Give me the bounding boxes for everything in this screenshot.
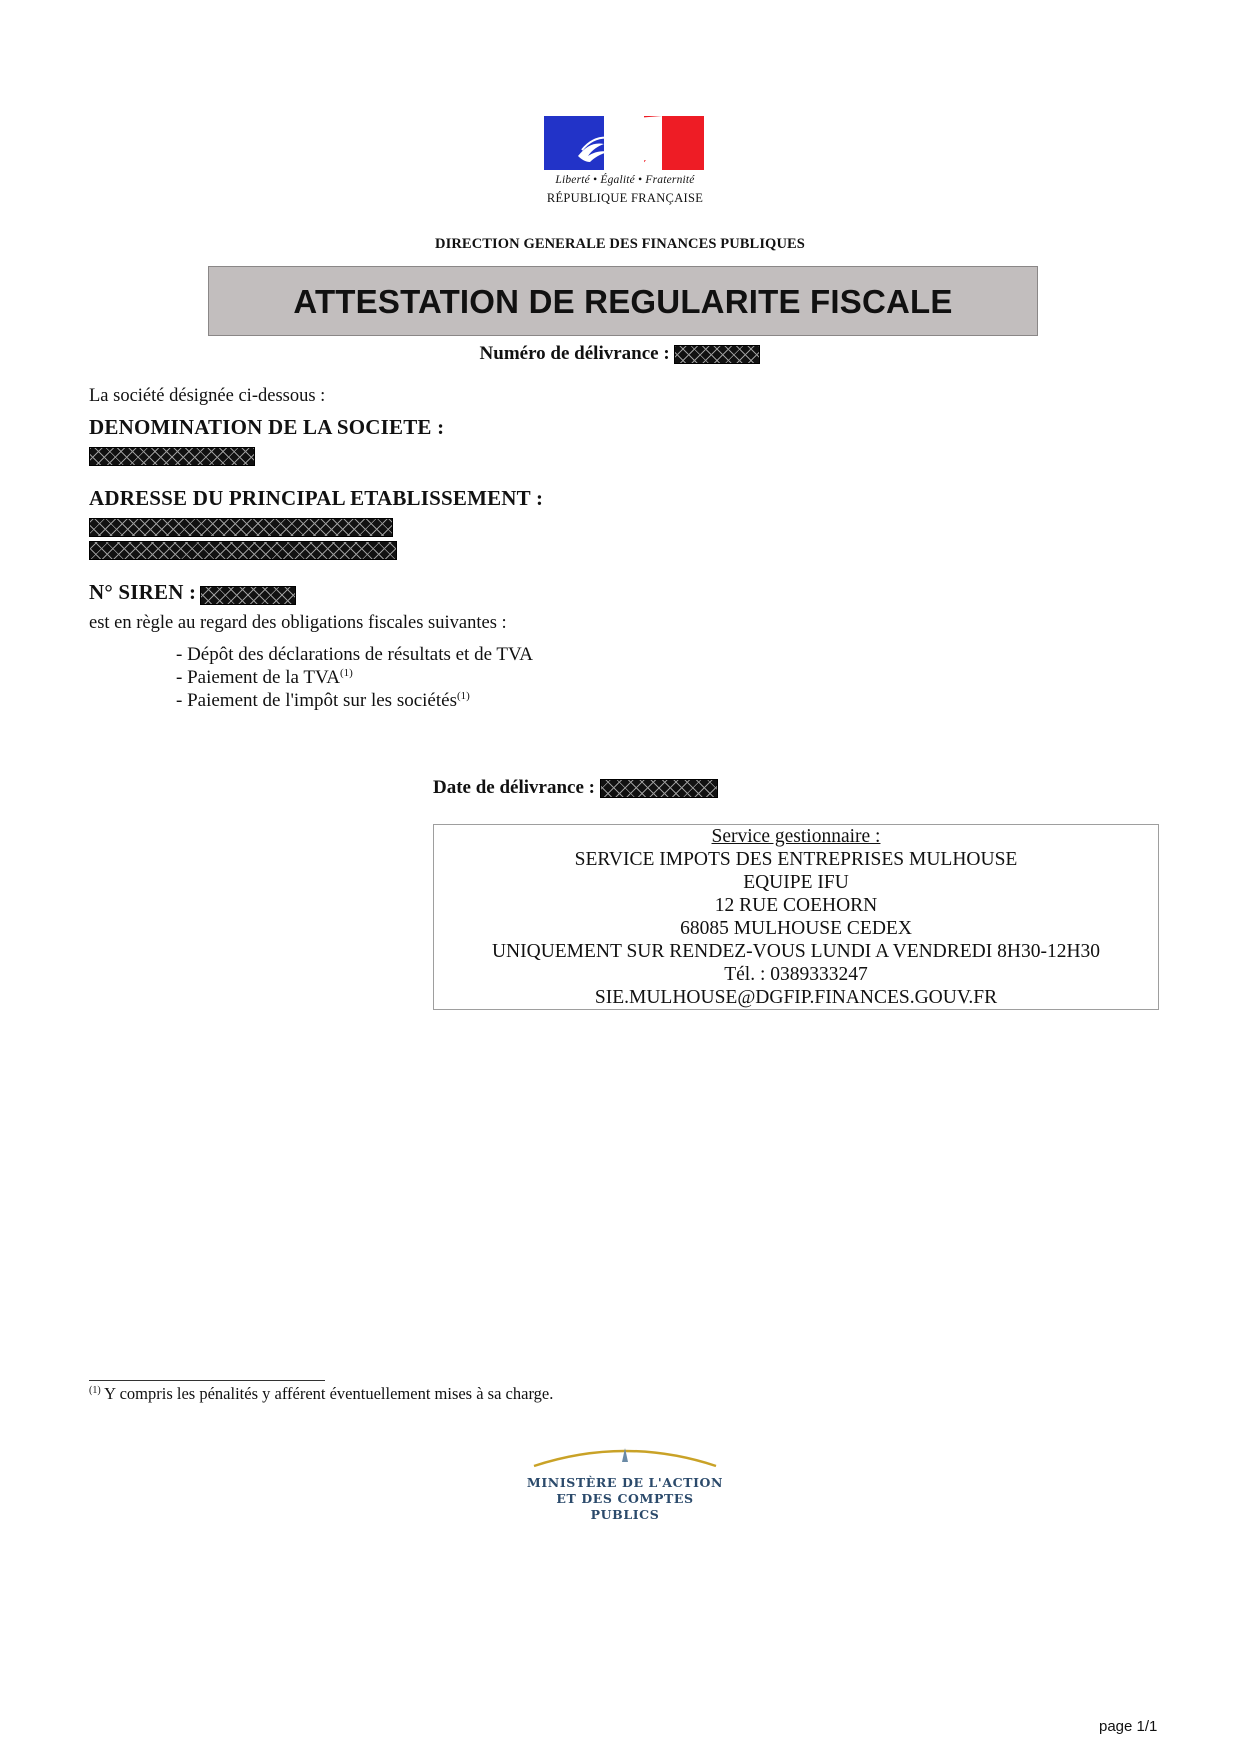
redacted-denomination [89,447,255,466]
intro-text: La société désignée ci-dessous : [89,386,326,406]
footnote-divider [89,1380,325,1381]
title-band [208,266,1038,336]
numero-label: Numéro de délivrance : [479,343,670,364]
list-item: - Paiement de la TVA$^{(1)}$ [176,667,353,688]
date-label: Date de délivrance : [433,777,595,798]
ministry-line-1: MINISTÈRE DE L'ACTION [526,1475,724,1490]
service-gestionnaire-box [433,824,1159,1010]
page-number: page 1/1 [1099,1718,1158,1735]
list-item: - Dépôt des déclarations de résultats et de TVA [176,644,534,665]
siren-label: N° SIREN : [89,580,197,604]
footnote-ref: (1) [339,667,353,679]
ministry-arc-icon [520,1440,730,1470]
service-email: SIE.MULHOUSE@DGFIP.FINANCES.GOUV.FR [594,987,998,1008]
service-phone: Tél. : 0389333247 [724,964,868,985]
service-line: SERVICE IMPOTS DES ENTREPRISES MULHOUSE [574,849,1018,870]
redacted-adresse-line-2 [89,541,397,560]
ministry-line-2: ET DES COMPTES PUBLICS [556,1491,694,1522]
footnote-mark: (1) [89,1385,101,1396]
adresse-label: ADRESSE DU PRINCIPAL ETABLISSEMENT : [89,486,544,510]
redacted-date [600,779,718,798]
statement-text: est en règle au regard des obligations fiscales suivantes : [89,613,507,633]
redacted-numero [674,345,760,364]
service-heading: Service gestionnaire : [711,826,881,847]
republique-text: RÉPUBLIQUE FRANÇAISE [546,191,704,205]
devise-text: Liberté • Égalité • Fraternité [555,174,695,186]
footnote-text: Y compris les pénalités y afférent éventuellement mises à sa charge. [100,1384,554,1403]
list-item: - Paiement de l'impôt sur les sociétés$^{(1)}$ [176,690,470,711]
obligations-list [176,643,533,712]
siren-row [89,580,296,605]
marianne-profile-icon [572,116,682,170]
republique-francaise-logo [544,116,706,206]
date-delivrance [433,777,718,799]
denomination-label: DENOMINATION DE LA SOCIETE : [89,415,445,439]
ministry-logo [520,1440,730,1523]
footnote [89,1384,553,1404]
service-line: EQUIPE IFU [743,872,849,893]
service-line: 68085 MULHOUSE CEDEX [680,918,912,939]
document-title: ATTESTATION DE REGULARITE FISCALE [293,283,953,320]
marianne-flag-icon [544,116,704,170]
service-line: 12 RUE COEHORN [714,895,878,916]
footnote-ref: (1) [456,690,470,702]
redacted-adresse-line-1 [89,518,393,537]
direction-heading: DIRECTION GENERALE DES FINANCES PUBLIQUES [435,236,805,252]
numero-delivrance [0,343,1240,365]
service-line: UNIQUEMENT SUR RENDEZ-VOUS LUNDI A VENDREDI 8H30-12H30 [491,941,1101,962]
redacted-siren [200,586,296,605]
